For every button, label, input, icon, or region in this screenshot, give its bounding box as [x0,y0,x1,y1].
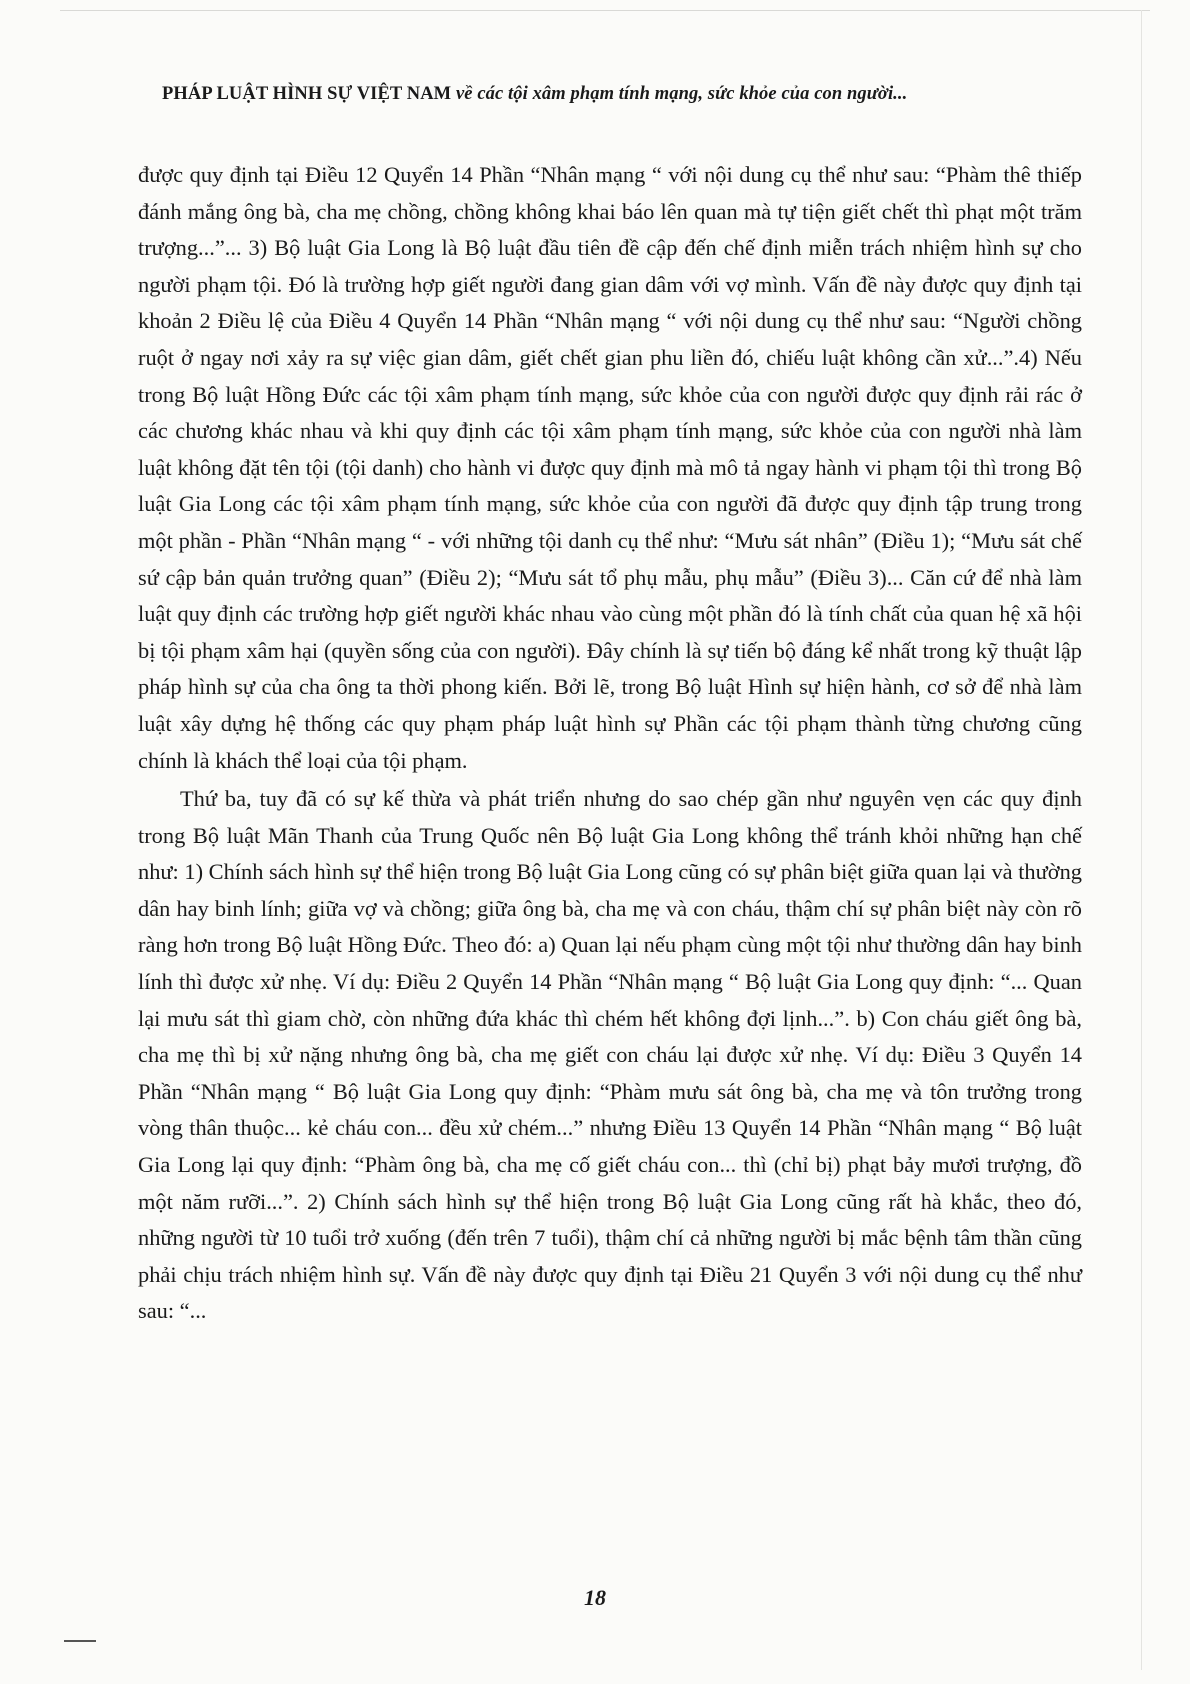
page-number: 18 [584,1585,606,1610]
margin-mark [64,1640,96,1642]
body-text [138,157,1082,1330]
running-header-title: PHÁP LUẬT HÌNH SỰ VIỆT NAM [162,84,452,104]
running-header [162,84,1092,105]
page-edge-right [1141,10,1142,1670]
paragraph-thu-ba: Thứ ba, tuy đã có sự kế thừa và phát triển nhưng do sao chép gần như nguyên vẹn các quy định trong Bộ luật Mãn Thanh của Trung Quốc nên Bộ luật Gia Long không thể tránh khỏi những hạn chế như: 1) Chính sách hình sự thể hiện trong Bộ luật Gia Long cũng có sự phân biệt giữa quan lại và thường dân hay binh lính; giữa vợ và chồng; giữa ông bà, cha mẹ và con cháu, thậm chí sự phân biệt này còn rõ ràng hơn trong Bộ luật Hồng Đức. Theo đó: a) Quan lại nếu phạm cùng một tội như thường dân hay binh lính thì được xử nhẹ. Ví dụ: Điều 2 Quyển 14 Phần “Nhân mạng “ Bộ luật Gia Long quy định: “... Quan lại mưu sát thì giam chờ, còn những đứa khác thì chém hết không đợi lịnh...”. b) Con cháu giết ông bà, cha mẹ thì bị xử nặng nhưng ông bà, cha mẹ giết con cháu lại được xử nhẹ. Ví dụ: Điều 3 Quyển 14 Phần “Nhân mạng “ Bộ luật Gia Long quy định: “Phàm mưu sát ông bà, cha mẹ và tôn trưởng trong vòng thân thuộc... kẻ cháu con... đều xử chém...” nhưng Điều 13 Quyển 14 Phần “Nhân mạng “ Bộ luật Gia Long lại quy định: “Phàm ông bà, cha mẹ cố giết cháu con... thì (chỉ bị) phạt bảy mươi trượng, đồ một năm rưỡi...”. 2) Chính sách hình sự thể hiện trong Bộ luật Gia Long cũng rất hà khắc, theo đó, những người từ 10 tuổi trở xuống (đến trên 7 tuổi), thậm chí cả những người bị mắc bệnh tâm thần cũng phải chịu trách nhiệm hình sự. Vấn đề này được quy định tại Điều 21 Quyển 3 với nội dung cụ thể như sau: “... [138,786,1082,1324]
running-header-subtitle: về các tội xâm phạm tính mạng, sức khỏe của con người... [455,84,908,104]
paragraph-continuation: được quy định tại Điều 12 Quyển 14 Phần “Nhân mạng “ với nội dung cụ thể như sau: “Phàm thê thiếp đánh mắng ông bà, cha mẹ chồng, chồng không khai báo lên quan mà tự tiện giết chết thì phạt một trăm trượng...”... 3) Bộ luật Gia Long là Bộ luật đầu tiên đề cập đến chế định miễn trách nhiệm hình sự cho người phạm tội. Đó là trường hợp giết người đang gian dâm với vợ mình. Vấn đề này được quy định tại khoản 2 Điều lệ của Điều 4 Quyển 14 Phần “Nhân mạng “ với nội dung cụ thể như sau: “Người chồng ruột ở ngay nơi xảy ra sự việc gian dâm, giết chết gian phu liền đó, chiếu luật không cần xử...”.4) Nếu trong Bộ luật Hồng Đức các tội xâm phạm tính mạng, sức khỏe của con người được quy định rải rác ở các chương khác nhau và khi quy định các tội xâm phạm tính mạng, sức khỏe của con người nhà làm luật không đặt tên tội (tội danh) cho hành vi được quy định mà mô tả ngay hành vi phạm tội thì trong Bộ luật Gia Long các tội xâm phạm tính mạng, sức khỏe của con người đã được quy định tập trung trong một phần - Phần “Nhân mạng “ - với những tội danh cụ thể như: “Mưu sát nhân” (Điều 1); “Mưu sát chế sứ cập bản quản trưởng quan” (Điều 2); “Mưu sát tổ phụ mẫu, phụ mẫu” (Điều 3)... Căn cứ để nhà làm luật quy định các trường hợp giết người khác nhau vào cùng một phần đó là tính chất của quan hệ xã hội bị tội phạm xâm hại (quyền sống của con người). Đây chính là sự tiến bộ đáng kể nhất trong kỹ thuật lập pháp hình sự của cha ông ta thời phong kiến. Bởi lẽ, trong Bộ luật Hình sự hiện hành, cơ sở để nhà làm luật xây dựng hệ thống các quy phạm pháp luật hình sự Phần các tội phạm thành từng chương cũng chính là khách thể loại của tội phạm. [138,162,1082,773]
page-edge-top [60,10,1150,11]
